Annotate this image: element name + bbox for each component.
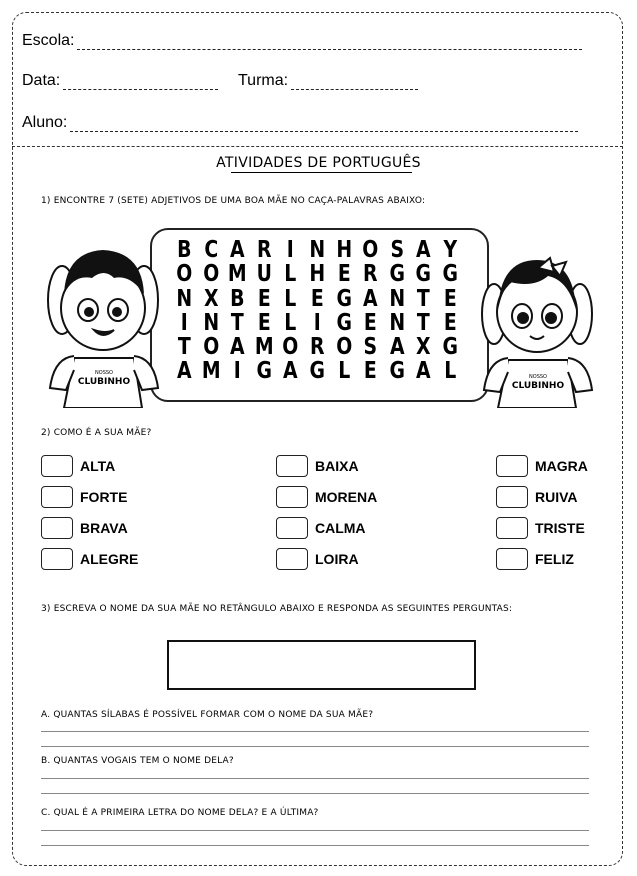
checkbox[interactable] xyxy=(276,548,308,570)
checkbox[interactable] xyxy=(496,455,528,477)
option-label: ALEGRE xyxy=(80,551,139,567)
grid-letter[interactable]: B xyxy=(230,285,245,312)
escola-field[interactable] xyxy=(22,32,582,50)
grid-letter[interactable]: G xyxy=(389,358,405,385)
checkbox[interactable] xyxy=(496,548,528,570)
boy-shirt-logo: CLUBINHO xyxy=(77,377,131,387)
option-morena[interactable] xyxy=(276,486,377,508)
grid-letter[interactable]: R xyxy=(256,237,272,263)
grid-letter[interactable]: S xyxy=(390,237,404,263)
grid-letter[interactable]: N xyxy=(389,285,405,312)
grid-letter[interactable]: M xyxy=(201,358,221,385)
grid-letter[interactable]: A xyxy=(283,358,298,385)
answer-line[interactable] xyxy=(41,746,589,747)
grid-letter[interactable]: G xyxy=(336,285,352,312)
grid-letter[interactable]: X xyxy=(416,334,431,361)
aluno-line[interactable] xyxy=(70,119,578,132)
escola-label: Escola: xyxy=(22,32,75,49)
option-loira[interactable] xyxy=(276,548,359,570)
grid-letter[interactable]: G xyxy=(442,334,458,361)
question-3: 3) ESCREVA O NOME DA SUA MÃE NO RETÂNGULO ABAIXO E RESPONDA AS SEGUINTES PERGUNTAS: xyxy=(41,604,513,614)
mother-name-box[interactable] xyxy=(167,640,476,690)
grid-letter[interactable]: A xyxy=(176,358,192,385)
option-label: MORENA xyxy=(315,489,378,505)
page-title: ATIVIDADES DE PORTUGUÊS xyxy=(216,155,421,171)
grid-letter[interactable]: A xyxy=(230,237,245,263)
data-label: Data: xyxy=(22,72,61,89)
grid-letter[interactable]: O xyxy=(362,237,379,263)
option-triste[interactable] xyxy=(496,517,585,539)
question-1: 1) ENCONTRE 7 (SETE) ADJETIVOS DE UMA BOA MÃE NO CAÇA-PALAVRAS ABAIXO: xyxy=(41,196,426,206)
option-label: FORTE xyxy=(80,489,128,505)
option-feliz[interactable] xyxy=(496,548,574,570)
answer-line[interactable] xyxy=(41,793,589,794)
aluno-label: Aluno: xyxy=(22,114,68,131)
grid-letter[interactable]: E xyxy=(337,261,351,288)
checkbox[interactable] xyxy=(496,486,528,508)
data-field[interactable] xyxy=(22,72,218,90)
grid-letter[interactable]: G xyxy=(415,261,432,288)
option-label: RUIVA xyxy=(535,489,578,505)
grid-letter[interactable]: I xyxy=(180,309,188,336)
grid-letter[interactable]: O xyxy=(176,261,193,288)
grid-letter[interactable]: M xyxy=(228,261,247,288)
question-3b: B. QUANTAS VOGAIS TEM O NOME DELA? xyxy=(41,756,234,766)
grid-letter[interactable]: A xyxy=(416,358,431,385)
grid-letter[interactable]: O xyxy=(202,261,219,288)
grid-letter[interactable]: E xyxy=(257,285,271,312)
grid-letter[interactable]: B xyxy=(177,237,192,263)
turma-line[interactable] xyxy=(291,77,418,90)
grid-letter[interactable]: E xyxy=(310,285,324,312)
answer-line[interactable] xyxy=(41,778,589,779)
grid-letter[interactable]: E xyxy=(257,309,271,336)
answer-line[interactable] xyxy=(41,731,589,732)
data-line[interactable] xyxy=(63,77,218,90)
turma-label: Turma: xyxy=(238,72,289,89)
checkbox[interactable] xyxy=(276,517,308,539)
question-3a: A. QUANTAS SÍLABAS É POSSÍVEL FORMAR COM O NOME DA SUA MÃE? xyxy=(41,710,374,720)
grid-letter[interactable]: L xyxy=(444,358,457,385)
grid-letter[interactable]: I xyxy=(313,309,321,336)
grid-letter[interactable]: E xyxy=(443,309,457,336)
answer-line[interactable] xyxy=(41,830,589,831)
grid-letter[interactable]: R xyxy=(363,261,378,288)
grid-letter[interactable]: N xyxy=(176,285,193,312)
grid-letter[interactable]: E xyxy=(443,285,457,312)
grid-letter[interactable]: A xyxy=(389,334,405,361)
question-2: 2) COMO É A SUA MÃE? xyxy=(41,428,152,438)
option-ruiva[interactable] xyxy=(496,486,578,508)
answer-line[interactable] xyxy=(41,845,589,846)
grid-letter[interactable]: G xyxy=(256,358,272,385)
boy-illustration xyxy=(44,238,162,408)
grid-letter[interactable]: T xyxy=(417,285,431,312)
grid-letter[interactable]: Y xyxy=(443,237,458,263)
grid-letter[interactable]: T xyxy=(177,334,191,361)
checkbox[interactable] xyxy=(276,455,308,477)
option-label: CALMA xyxy=(315,520,366,536)
grid-letter[interactable]: L xyxy=(284,309,297,336)
checkbox[interactable] xyxy=(41,548,73,570)
word-search-grid xyxy=(171,238,464,384)
checkbox[interactable] xyxy=(41,517,73,539)
grid-letter[interactable]: O xyxy=(282,334,299,361)
grid-letter[interactable]: C xyxy=(203,237,218,263)
option-label: TRISTE xyxy=(535,520,585,536)
option-calma[interactable] xyxy=(276,517,366,539)
option-label: FELIZ xyxy=(535,551,574,567)
option-alegre[interactable] xyxy=(41,548,138,570)
grid-letter[interactable]: A xyxy=(230,334,245,361)
grid-letter[interactable]: M xyxy=(254,334,274,361)
header-divider xyxy=(12,146,623,147)
grid-letter[interactable]: O xyxy=(202,334,219,361)
grid-letter[interactable]: L xyxy=(284,285,297,312)
title-underline xyxy=(231,172,412,173)
grid-letter[interactable]: G xyxy=(309,358,326,385)
grid-letter[interactable]: I xyxy=(233,358,241,385)
grid-letter[interactable]: A xyxy=(416,237,431,263)
turma-field[interactable] xyxy=(238,72,418,90)
escola-line[interactable] xyxy=(77,37,582,50)
checkbox[interactable] xyxy=(41,455,73,477)
grid-letter[interactable]: T xyxy=(231,309,244,336)
grid-letter[interactable]: H xyxy=(335,237,352,263)
grid-letter[interactable]: L xyxy=(337,358,350,385)
question-3c: C. QUAL É A PRIMEIRA LETRA DO NOME DELA? E A ÚLTIMA? xyxy=(41,808,319,818)
grid-letter[interactable]: E xyxy=(364,358,377,385)
checkbox[interactable] xyxy=(41,486,73,508)
grid-letter[interactable]: E xyxy=(364,309,377,336)
option-label: MAGRA xyxy=(535,458,588,474)
grid-letter[interactable]: X xyxy=(203,285,219,312)
grid-letter[interactable]: N xyxy=(389,309,405,336)
grid-letter[interactable]: A xyxy=(363,285,378,312)
girl-shirt-logo: CLUBINHO xyxy=(511,381,565,391)
option-label: BAIXA xyxy=(315,458,359,474)
grid-letter[interactable]: G xyxy=(336,309,352,336)
grid-letter[interactable]: O xyxy=(335,334,352,361)
grid-letter[interactable]: G xyxy=(389,261,405,288)
girl-illustration xyxy=(478,250,596,408)
grid-letter[interactable]: S xyxy=(363,334,378,361)
grid-letter[interactable]: T xyxy=(417,309,431,336)
option-label: BRAVA xyxy=(80,520,128,536)
grid-letter[interactable]: N xyxy=(309,237,326,263)
checkbox[interactable] xyxy=(276,486,308,508)
option-forte[interactable] xyxy=(41,486,127,508)
option-label: ALTA xyxy=(80,458,116,474)
checkbox[interactable] xyxy=(496,517,528,539)
option-brava[interactable] xyxy=(41,517,128,539)
worksheet-border xyxy=(12,12,623,866)
grid-letter[interactable]: R xyxy=(310,334,325,361)
option-alta[interactable] xyxy=(41,455,115,477)
grid-letter[interactable]: U xyxy=(256,261,272,288)
girl-shirt-small: NOSSO xyxy=(529,374,547,380)
option-label: LOIRA xyxy=(315,551,359,567)
grid-letter[interactable]: N xyxy=(202,309,219,336)
grid-letter[interactable]: I xyxy=(287,237,295,263)
option-baixa[interactable] xyxy=(276,455,359,477)
option-magra[interactable] xyxy=(496,455,588,477)
boy-shirt-small: NOSSO xyxy=(95,370,113,376)
grid-letter[interactable]: L xyxy=(284,261,297,288)
aluno-field[interactable] xyxy=(22,114,578,132)
grid-letter[interactable]: G xyxy=(442,261,458,288)
grid-letter[interactable]: H xyxy=(309,261,326,288)
